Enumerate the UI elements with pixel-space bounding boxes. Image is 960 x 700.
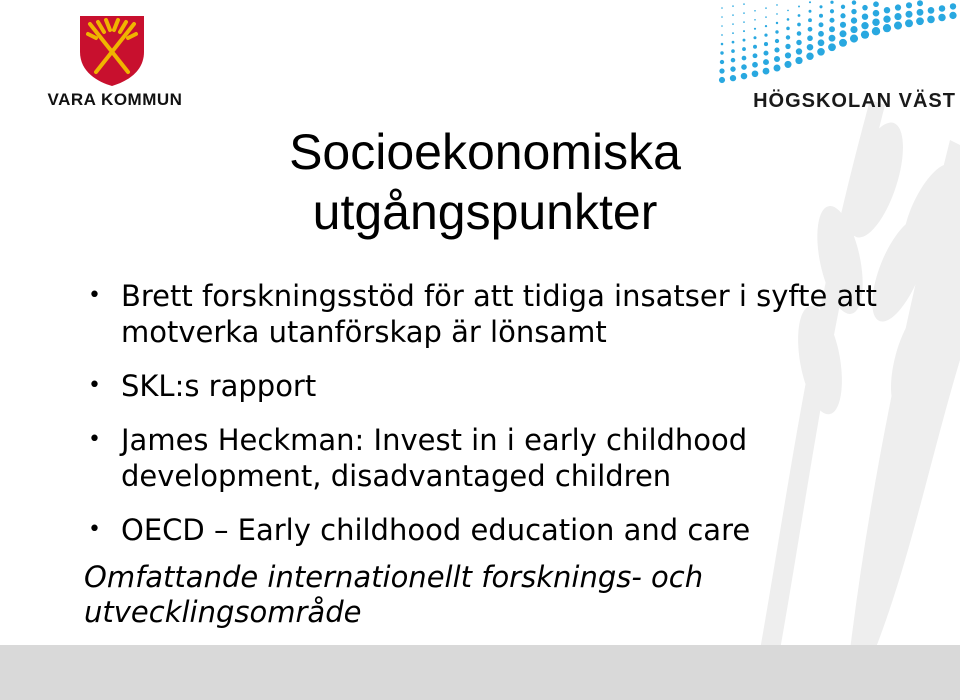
logo-dot [763, 59, 769, 65]
logo-dot [721, 43, 724, 46]
coat-of-arms-icon [78, 14, 146, 88]
logo-dot [829, 18, 834, 23]
logo-dot [906, 2, 912, 8]
logo-dot [894, 22, 902, 30]
hogskolan-vast-wordmark: HÖGSKOLAN VÄST [753, 90, 956, 112]
vara-kommun-logo [30, 10, 200, 110]
logo-dot [850, 35, 858, 43]
logo-dot [720, 60, 724, 64]
logo-dot [808, 27, 813, 32]
logo-dot [809, 1, 811, 3]
logo-dot [807, 35, 813, 41]
logo-dot [938, 14, 945, 21]
logo-dot [828, 43, 836, 51]
logo-dot [720, 51, 723, 54]
logo-dot [884, 7, 890, 13]
logo-dot [873, 10, 880, 17]
logo-dot [872, 27, 880, 35]
logo-dot [851, 9, 856, 14]
logo-dot [732, 5, 734, 7]
bullet-text: James Heckman: Invest in i early childhood development, disadvantaged children [121, 423, 748, 493]
logo-dot [785, 52, 791, 58]
logo-dot [775, 39, 779, 43]
logo-dot [752, 62, 758, 68]
title-line-1: Socioekonomiska [289, 124, 681, 180]
logo-dot [721, 25, 723, 27]
bottom-band [0, 645, 960, 700]
logo-dot [839, 30, 846, 37]
logo-dot [752, 70, 759, 77]
bullet-list [84, 278, 944, 548]
logo-dot [719, 68, 724, 73]
bullet-icon: • [88, 373, 101, 398]
logo-dot [765, 25, 767, 27]
logo-dot [732, 41, 735, 44]
logo-dot [753, 53, 758, 58]
logo-dot [776, 22, 778, 24]
logo-dot [862, 13, 868, 19]
logo-dot [743, 12, 745, 14]
logo-dot [764, 51, 769, 56]
logo-dot [743, 30, 745, 32]
logo-dot [817, 48, 825, 56]
logo-dot [774, 56, 780, 62]
logo-dot [721, 16, 723, 18]
bullet-item [84, 512, 944, 548]
logo-dot [719, 77, 725, 83]
logo-dot [796, 48, 802, 54]
logo-dot [754, 19, 756, 21]
logo-dot [721, 7, 723, 9]
bullet-item [84, 422, 944, 494]
logo-dot [776, 4, 778, 6]
logo-dot [731, 49, 735, 53]
bullet-item [84, 368, 944, 404]
logo-dot [862, 5, 868, 11]
dot-wave-icon [716, 0, 960, 92]
logo-dot [819, 5, 822, 8]
logo-dot [819, 14, 823, 18]
footer-italic-text: Omfattande internationellt forsknings- och utvecklingsområde [84, 560, 704, 629]
logo-dot [742, 47, 746, 51]
logo-dot [787, 10, 789, 12]
logo-dot [730, 75, 736, 81]
logo-dot [731, 58, 736, 63]
logo-dot [795, 57, 802, 64]
logo-dot [818, 31, 824, 37]
logo-dot [741, 64, 747, 70]
logo-dot [807, 44, 814, 51]
bullet-icon: • [88, 427, 101, 452]
logo-dot [787, 18, 790, 21]
logo-dot [774, 47, 779, 52]
logo-dot [798, 6, 800, 8]
logo-dot [830, 9, 834, 13]
logo-dot [872, 18, 880, 26]
logo-dot [818, 39, 825, 46]
logo-dot [883, 24, 891, 32]
logo-dot [786, 35, 790, 39]
logo-dot [829, 35, 836, 42]
logo-dot [809, 10, 812, 13]
logo-dot [808, 18, 812, 22]
vara-kommun-wordmark: VARA KOMMUN [47, 90, 183, 109]
logo-dot [861, 22, 868, 29]
bullet-icon: • [88, 283, 101, 308]
logo-dot [949, 12, 956, 19]
logo-dot [785, 44, 790, 49]
logo-dot [786, 27, 790, 31]
logo-dot [905, 11, 912, 18]
logo-dot [775, 30, 778, 33]
slide-title [200, 122, 770, 242]
bullet-text: Brett forskningsstöd för att tidiga insatser i syfte att motverka utanförskap är lönsamt [121, 279, 878, 349]
logo-dot [743, 39, 746, 42]
logo-dot [839, 39, 847, 47]
title-line-2: utgångspunkter [312, 184, 658, 240]
logo-dot [806, 53, 813, 60]
logo-dot [743, 21, 745, 23]
logo-dot [894, 13, 901, 20]
logo-dot [861, 31, 869, 39]
logo-dot [753, 45, 757, 49]
logo-dot [829, 26, 835, 32]
hogskolan-vast-logo [716, 0, 960, 118]
logo-dot [840, 22, 846, 28]
logo-dot [841, 5, 845, 9]
logo-dot [905, 19, 913, 27]
logo-dot [753, 36, 756, 39]
logo-dot [754, 10, 756, 12]
logo-dot [797, 31, 802, 36]
logo-dot [732, 14, 734, 16]
logo-dot [916, 17, 924, 25]
logo-dot [798, 14, 801, 17]
logo-dot [950, 3, 956, 9]
bullet-icon: • [88, 517, 101, 542]
logo-dot [784, 61, 791, 68]
logo-dot [928, 7, 935, 14]
logo-dot [741, 73, 747, 79]
logo-dot [796, 40, 801, 45]
logo-dot [883, 15, 890, 22]
logo-dot [765, 7, 767, 9]
logo-dot [939, 5, 946, 12]
logo-dot [732, 32, 734, 34]
logo-dot [765, 16, 767, 18]
bullet-item [84, 278, 944, 350]
logo-dot [819, 22, 824, 27]
logo-dot [764, 33, 767, 36]
logo-dot [764, 42, 768, 46]
logo-dot [927, 16, 935, 24]
logo-dot [917, 9, 924, 16]
bullet-text: SKL:s rapport [121, 369, 317, 403]
logo-dot [797, 23, 801, 27]
logo-dot [895, 4, 901, 10]
logo-dot [852, 0, 856, 4]
logo-dot [763, 68, 770, 75]
logo-dot [721, 34, 723, 36]
bullet-text: OECD – Early childhood education and care [121, 513, 751, 547]
logo-dot [754, 28, 756, 30]
logo-dot [732, 23, 734, 25]
logo-dot [774, 65, 781, 72]
logo-dot [873, 1, 879, 7]
logo-dot [851, 17, 857, 23]
logo-dot [830, 1, 833, 4]
logo-dot [776, 13, 778, 15]
logo-dot [730, 66, 735, 71]
logo-dot [850, 26, 857, 33]
logo-dot [742, 56, 747, 61]
logo-dot [840, 13, 845, 18]
logo-dot [743, 3, 745, 5]
logo-dot [917, 0, 923, 6]
